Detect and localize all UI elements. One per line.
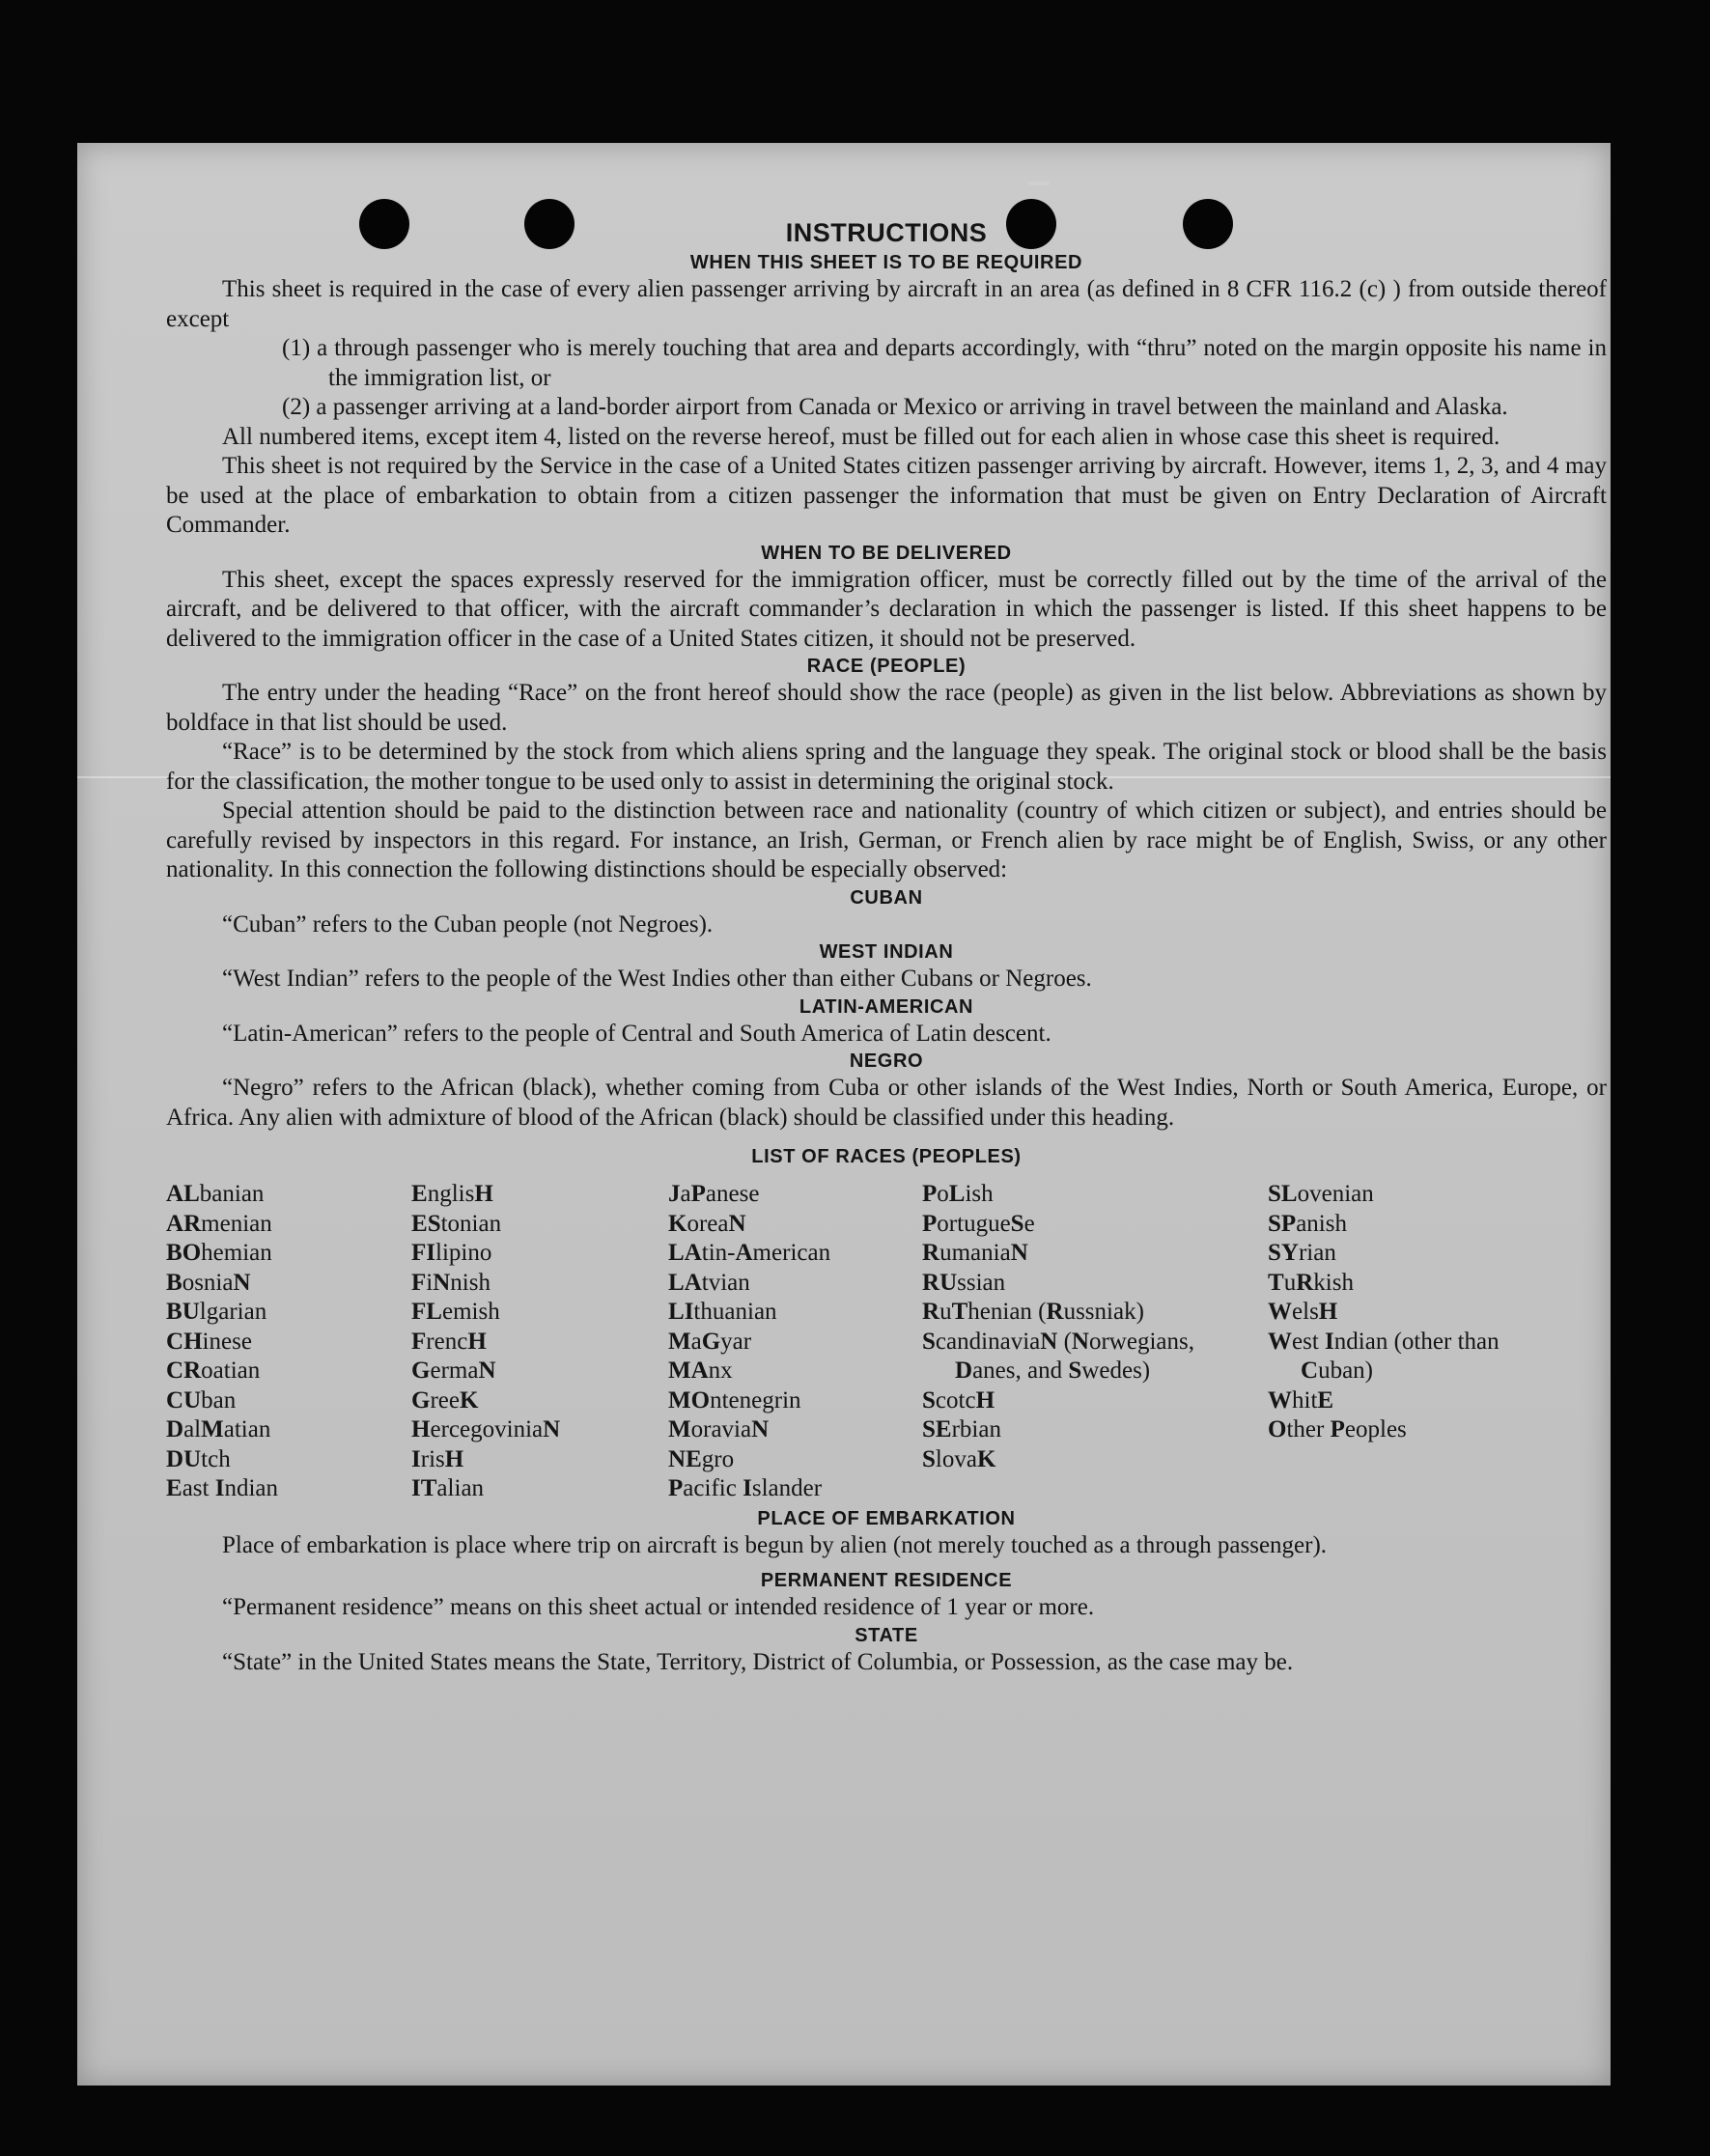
race-item: FiNnish	[411, 1269, 491, 1296]
race-list	[166, 1180, 1607, 1504]
exception-item-2: (2) a passenger arriving at a land-border airport from Canada or Mexico or arriving in travel between the mainland and Alaska.	[282, 394, 1508, 420]
paragraph-negro: “Negro” refers to the African (black), whether coming from Cuba or other islands of the West Indies, North or South America, Europe, or Africa. Any alien with admixture of blood of the African (black) should be classified under this heading.	[166, 1075, 1607, 1131]
race-column-3	[668, 1180, 922, 1504]
race-item: MoraviaN	[668, 1416, 770, 1442]
paragraph-embarkation: Place of embarkation is place where trip on aircraft is begun by alien (not merely touched as a through passenger).	[222, 1531, 1328, 1558]
paragraph-race-1: The entry under the heading “Race” on the front hereof should show the race (people) as given in the list below. Abbreviations as shown by boldface in that list should be used.	[166, 680, 1607, 736]
heading-embarkation: PLACE OF EMBARKATION	[757, 1507, 1016, 1529]
race-item: SYrian	[1268, 1240, 1336, 1266]
race-item: MOntenegrin	[668, 1386, 801, 1414]
race-item: BOhemian	[166, 1240, 272, 1266]
race-item: NEgro	[668, 1445, 735, 1472]
paragraph-numbered-items: All numbered items, except item 4, listed on the reverse hereof, must be filled out for each alien in whose case this sheet is required.	[222, 423, 1500, 450]
scan-mark	[1028, 182, 1050, 185]
race-column-1	[166, 1180, 411, 1504]
race-column-2	[411, 1180, 668, 1504]
race-item: West Indian (other than Cuban)	[1268, 1328, 1500, 1384]
paragraph-intro: This sheet is required in the case of every alien passenger arriving by aircraft in an area (as defined in 8 CFR 116.2 (c) ) from outside thereof except	[166, 276, 1607, 332]
race-item: CRoatian	[166, 1358, 261, 1384]
heading-negro: NEGRO	[849, 1050, 924, 1072]
race-item: FLemish	[411, 1299, 500, 1325]
race-item: TuRkish	[1268, 1269, 1354, 1296]
race-item: LAtin-American	[668, 1240, 831, 1266]
race-item: CHinese	[166, 1328, 252, 1355]
race-item: ARmenian	[166, 1210, 272, 1237]
race-item: ScandinaviaN (Norwegians, Danes, and Swedes)	[922, 1328, 1194, 1384]
race-item: JaPanese	[668, 1181, 760, 1207]
race-item: EStonian	[411, 1210, 502, 1237]
heading-west-indian: WEST INDIAN	[819, 941, 954, 963]
heading-race: RACE (PEOPLE)	[806, 656, 967, 677]
race-item: WelsH	[1268, 1299, 1338, 1325]
race-item: DUtch	[166, 1445, 231, 1472]
race-item: SPanish	[1268, 1210, 1347, 1237]
race-item: SLovenian	[1268, 1181, 1374, 1207]
race-item: LIthuanian	[668, 1299, 777, 1325]
paragraph-permanent-residence: “Permanent residence” means on this sheet actual or intended residence of 1 year or more.	[222, 1594, 1095, 1620]
paragraph-citizen: This sheet is not required by the Service in the case of a United States citizen passenger arriving by aircraft. However, items 1, 2, 3, and 4 may be used at the place of embarkation to obtain from a citizen passenger the information that must be given on Entry Declaration of Aircraft Commander.	[166, 453, 1607, 538]
instructions-content	[166, 218, 1607, 1677]
race-item: PortugueSe	[922, 1210, 1035, 1237]
race-item: RUssian	[922, 1269, 1006, 1296]
race-item: MaGyar	[668, 1328, 752, 1355]
race-item: PoLish	[922, 1181, 994, 1207]
race-column-5	[1268, 1180, 1557, 1504]
race-item: SErbian	[922, 1416, 1001, 1442]
race-item: FrencH	[411, 1328, 487, 1355]
race-item: Pacific Islander	[668, 1475, 823, 1501]
race-item: RuThenian (Russniak)	[922, 1299, 1144, 1325]
document-page	[77, 143, 1611, 2086]
race-item: IrisH	[411, 1445, 464, 1472]
exception-item-1: (1) a through passenger who is merely touching that area and departs accordingly, with “thru” noted on the margin opposite his name in the immigration list, or	[282, 335, 1607, 391]
paragraph-cuban: “Cuban” refers to the Cuban people (not Negroes).	[222, 910, 714, 938]
race-item: Other Peoples	[1268, 1416, 1407, 1442]
race-item: LAtvian	[668, 1269, 750, 1296]
race-item: East Indian	[166, 1475, 279, 1501]
heading-permanent-residence: PERMANENT RESIDENCE	[760, 1570, 1013, 1591]
race-item: EnglisH	[411, 1181, 493, 1207]
paragraph-latin-american: “Latin-American” refers to the people of Central and South America of Latin descent.	[222, 1020, 1051, 1047]
paragraph-delivered: This sheet, except the spaces expressly reserved for the immigration officer, must be correctly filled out by the time of the arrival of the aircraft, and be delivered to that officer, with the aircraft commander’s declaration in which the passenger is listed. If this sheet happens to be delivered to the immigration officer in the case of a United States citizen, it should not be preserved.	[166, 566, 1607, 652]
paragraph-race-2: “Race” is to be determined by the stock from which aliens spring and the language they speak. The original stock or blood shall be the basis for the classification, the mother tongue to be used only to assist in determining the original stock.	[166, 739, 1607, 795]
race-item: CUban	[166, 1386, 237, 1414]
race-item: RumaniaN	[922, 1240, 1028, 1266]
race-item: BosniaN	[166, 1269, 251, 1296]
heading-list-of-races: LIST OF RACES (PEOPLES)	[751, 1146, 1022, 1167]
race-item: BUlgarian	[166, 1299, 267, 1325]
heading-latin-american: LATIN-AMERICAN	[799, 995, 974, 1018]
paragraph-west-indian: “West Indian” refers to the people of the West Indies other than either Cubans or Negroes.	[222, 966, 1092, 992]
race-item: SlovaK	[922, 1445, 996, 1472]
race-item: GermaN	[411, 1358, 496, 1384]
race-item: ITalian	[411, 1475, 485, 1501]
heading-cuban: CUBAN	[850, 886, 923, 909]
page-title: INSTRUCTIONS	[785, 218, 988, 247]
heading-state: STATE	[855, 1624, 918, 1646]
race-item: GreeK	[411, 1386, 479, 1414]
heading-when-required: WHEN THIS SHEET IS TO BE REQUIRED	[689, 252, 1083, 273]
race-item: KoreaN	[668, 1210, 746, 1237]
race-item: FIlipino	[411, 1240, 492, 1266]
race-item: HercegoviniaN	[411, 1416, 561, 1442]
paragraph-race-3: Special attention should be paid to the distinction between race and nationality (country of which citizen or subject), and entries should be carefully revised by inspectors in this regard. For instance, an Irish, German, or French alien by race might be of English, Swiss, or any other nationality. In this connection the following distinctions should be especially observed:	[166, 798, 1607, 882]
paragraph-state: “State” in the United States means the State, Territory, District of Columbia, or Possession, as the case may be.	[222, 1648, 1294, 1675]
race-item: ALbanian	[166, 1181, 265, 1207]
heading-when-delivered: WHEN TO BE DELIVERED	[761, 542, 1012, 564]
race-item: DalMatian	[166, 1416, 271, 1442]
race-item: MAnx	[668, 1358, 733, 1384]
race-item: WhitE	[1268, 1386, 1334, 1414]
race-item: ScotcH	[922, 1386, 995, 1414]
race-column-4	[922, 1180, 1268, 1504]
